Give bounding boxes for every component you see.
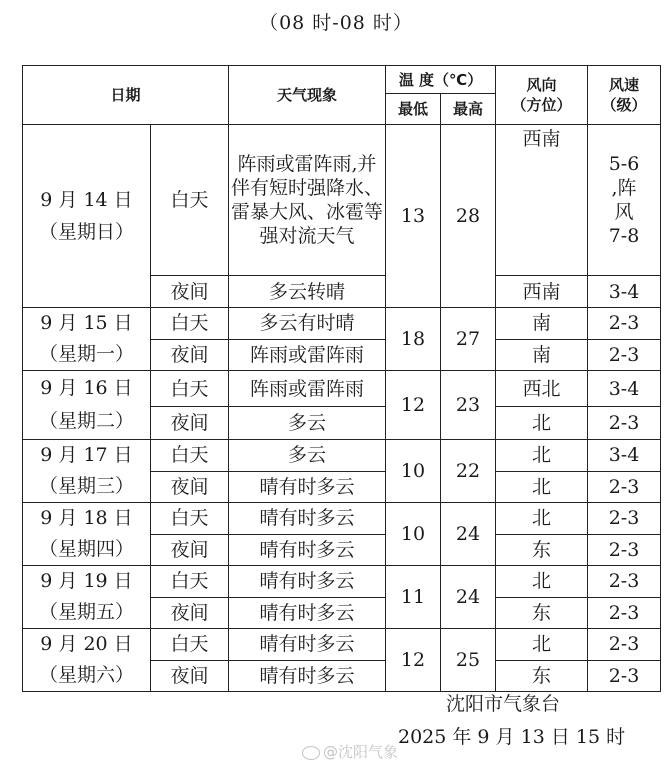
weibo-logo-icon bbox=[302, 746, 320, 760]
wind-direction-cell: 北 bbox=[496, 503, 588, 535]
wind-direction-cell: 北 bbox=[496, 629, 588, 661]
period-label: 白天 bbox=[151, 371, 229, 407]
watermark-text: @沈阳气象 bbox=[323, 743, 399, 761]
wind-speed-cell: 5-6 ,阵 风 7-8 bbox=[588, 125, 661, 276]
wind-direction-cell: 东 bbox=[496, 597, 588, 629]
weather-cell: 多云转晴 bbox=[229, 276, 386, 308]
weather-cell: 多云有时晴 bbox=[229, 308, 386, 340]
temp-min-cell: 13 bbox=[386, 125, 441, 308]
temp-min-cell: 11 bbox=[386, 566, 441, 629]
date-cell: 9 月 15 日 （星期一） bbox=[23, 308, 151, 371]
date-cell: 9 月 17 日 （星期三） bbox=[23, 440, 151, 503]
wind-direction-cell: 东 bbox=[496, 660, 588, 692]
period-label: 白天 bbox=[151, 125, 229, 276]
wind-speed-cell: 3-4 bbox=[588, 440, 661, 472]
temp-max-cell: 24 bbox=[441, 566, 496, 629]
issuing-office: 沈阳市气象台 bbox=[446, 693, 561, 715]
temp-max-cell: 27 bbox=[441, 308, 496, 371]
period-label: 白天 bbox=[151, 503, 229, 535]
weather-cell: 多云 bbox=[229, 407, 386, 440]
date-cell: 9 月 20 日 （星期六） bbox=[23, 629, 151, 692]
temp-max-cell: 24 bbox=[441, 503, 496, 566]
wind-speed-cell: 2-3 bbox=[588, 407, 661, 440]
header-wind-direction: 风向 （方位） bbox=[496, 66, 588, 125]
temp-min-cell: 10 bbox=[386, 503, 441, 566]
weather-cell: 晴有时多云 bbox=[229, 660, 386, 692]
wind-speed-cell: 2-3 bbox=[588, 308, 661, 340]
forecast-row-day bbox=[23, 125, 661, 276]
weather-cell: 阵雨或雷阵雨 bbox=[229, 371, 386, 407]
period-label: 夜间 bbox=[151, 339, 229, 371]
wind-speed-cell: 3-4 bbox=[588, 276, 661, 308]
weather-cell: 晴有时多云 bbox=[229, 597, 386, 629]
wind-speed-cell: 2-3 bbox=[588, 471, 661, 503]
forecast-period-subtitle: （08 时-08 时） bbox=[259, 12, 413, 34]
wind-speed-cell: 2-3 bbox=[588, 660, 661, 692]
header-temp-min: 最低 bbox=[386, 94, 441, 125]
wind-speed-cell: 2-3 bbox=[588, 566, 661, 598]
weather-cell: 晴有时多云 bbox=[229, 629, 386, 661]
temp-max-cell: 28 bbox=[441, 125, 496, 308]
date-cell: 9 月 18 日 （星期四） bbox=[23, 503, 151, 566]
wind-direction-cell: 东 bbox=[496, 534, 588, 566]
header-date: 日期 bbox=[23, 66, 229, 125]
weather-cell: 晴有时多云 bbox=[229, 534, 386, 566]
header-temperature: 温 度（℃） bbox=[386, 66, 496, 94]
temp-max-cell: 25 bbox=[441, 629, 496, 692]
wind-speed-cell: 2-3 bbox=[588, 503, 661, 535]
period-label: 夜间 bbox=[151, 276, 229, 308]
weather-cell: 阵雨或雷阵雨,并伴有短时强降水、雷暴大风、冰雹等强对流天气 bbox=[229, 125, 386, 276]
weather-cell: 多云 bbox=[229, 440, 386, 472]
period-label: 夜间 bbox=[151, 407, 229, 440]
weather-cell: 晴有时多云 bbox=[229, 566, 386, 598]
period-label: 夜间 bbox=[151, 534, 229, 566]
wind-direction-cell: 北 bbox=[496, 471, 588, 503]
period-label: 白天 bbox=[151, 308, 229, 340]
weibo-watermark bbox=[302, 741, 398, 762]
temp-min-cell: 12 bbox=[386, 629, 441, 692]
period-label: 白天 bbox=[151, 629, 229, 661]
period-label: 夜间 bbox=[151, 471, 229, 503]
wind-direction-cell: 西北 bbox=[496, 371, 588, 407]
wind-direction-cell: 北 bbox=[496, 440, 588, 472]
temp-max-cell: 22 bbox=[441, 440, 496, 503]
wind-speed-cell: 2-3 bbox=[588, 534, 661, 566]
period-label: 白天 bbox=[151, 440, 229, 472]
header-weather: 天气现象 bbox=[229, 66, 386, 125]
wind-speed-cell: 2-3 bbox=[588, 339, 661, 371]
period-label: 白天 bbox=[151, 566, 229, 598]
issue-timestamp: 2025 年 9 月 13 日 15 时 bbox=[398, 726, 626, 748]
wind-direction-cell: 西南 bbox=[496, 125, 588, 276]
wind-direction-cell: 南 bbox=[496, 339, 588, 371]
weather-forecast-table bbox=[22, 65, 661, 692]
temp-min-cell: 18 bbox=[386, 308, 441, 371]
period-label: 夜间 bbox=[151, 660, 229, 692]
weather-cell: 晴有时多云 bbox=[229, 503, 386, 535]
weather-cell: 阵雨或雷阵雨 bbox=[229, 339, 386, 371]
temp-max-cell: 23 bbox=[441, 371, 496, 440]
wind-direction-cell: 北 bbox=[496, 566, 588, 598]
date-cell: 9 月 16 日 （星期二） bbox=[23, 371, 151, 440]
header-temp-max: 最高 bbox=[441, 94, 496, 125]
forecast-row-day bbox=[23, 629, 661, 661]
date-cell: 9 月 19 日 （星期五） bbox=[23, 566, 151, 629]
wind-direction-cell: 北 bbox=[496, 407, 588, 440]
period-label: 夜间 bbox=[151, 597, 229, 629]
forecast-row-day bbox=[23, 440, 661, 472]
wind-direction-cell: 南 bbox=[496, 308, 588, 340]
wind-speed-cell: 3-4 bbox=[588, 371, 661, 407]
wind-direction-cell: 西南 bbox=[496, 276, 588, 308]
forecast-row-day bbox=[23, 371, 661, 407]
temp-min-cell: 10 bbox=[386, 440, 441, 503]
forecast-row-day bbox=[23, 308, 661, 340]
temp-min-cell: 12 bbox=[386, 371, 441, 440]
wind-speed-cell: 2-3 bbox=[588, 597, 661, 629]
date-cell: 9 月 14 日 （星期日） bbox=[23, 125, 151, 308]
wind-speed-cell: 2-3 bbox=[588, 629, 661, 661]
header-wind-speed: 风速 （级） bbox=[588, 66, 661, 125]
forecast-row-day bbox=[23, 566, 661, 598]
header-row bbox=[23, 66, 661, 94]
weather-cell: 晴有时多云 bbox=[229, 471, 386, 503]
forecast-row-day bbox=[23, 503, 661, 535]
